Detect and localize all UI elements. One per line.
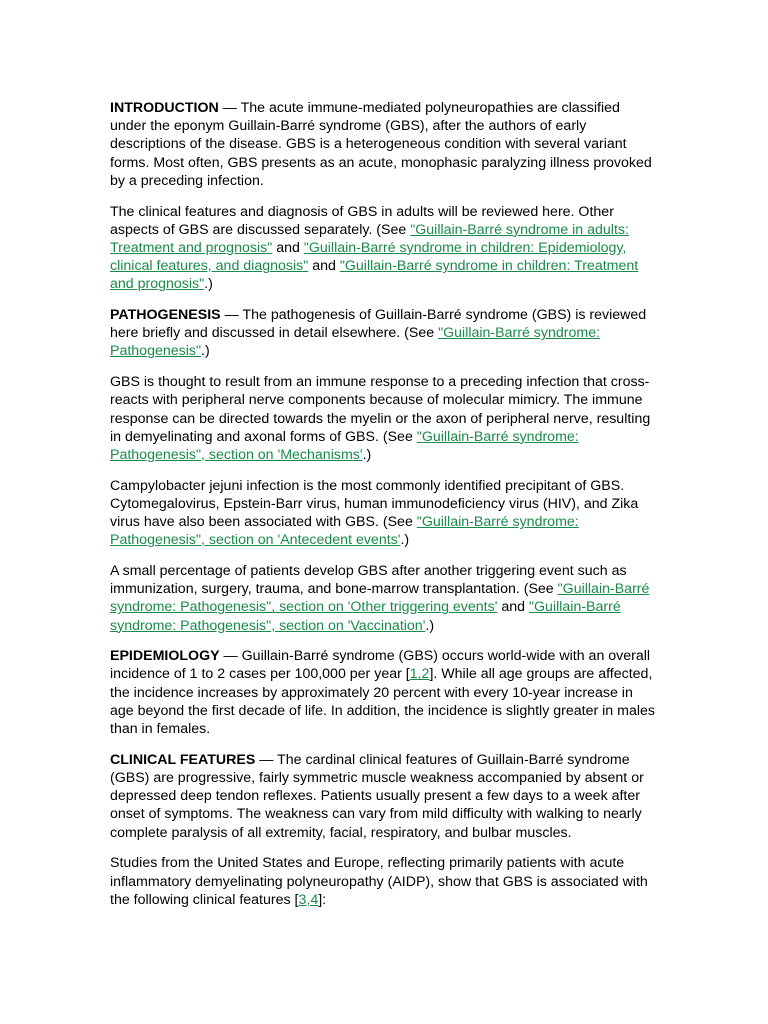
body-text: .) (400, 532, 410, 549)
body-text: GBS is thought to result from an immune response to a preceding infection that cross-reacts with peripheral nerve components because of molecular mimicry. The immune response can be directed towards the myelin or the axon of peripheral nerve, resulting in demyelinating and axonal forms of GBS. (See (110, 374, 651, 445)
paragraph (110, 647, 658, 738)
paragraph (110, 751, 658, 842)
paragraph (110, 477, 658, 550)
body-text: and (272, 239, 304, 256)
body-text: and (308, 258, 340, 275)
body-text: and (497, 599, 529, 616)
section-heading: EPIDEMIOLOGY (110, 648, 220, 665)
body-text: The clinical features and diagnosis of GBS in adults will be reviewed here. Other aspects of GBS are discussed separately. (See (110, 203, 614, 238)
reference-link[interactable]: "Guillain-Barré syndrome: Pathogenesis", section on 'Mechanisms' (110, 428, 579, 463)
reference-link[interactable]: 1,2 (409, 666, 430, 683)
body-text: .) (425, 617, 435, 634)
reference-link[interactable]: "Guillain-Barré syndrome in children: Epidemiology, clinical features, and diagnosis" (110, 239, 627, 275)
body-text: — The cardinal clinical features of Guillain-Barré syndrome (GBS) are progressive, fairly symmetric muscle weakness accompanied by absent or depressed deep tendon reflexes. Patients usually present a few days to a week after onset of symptoms. The weakness can vary from mild difficulty with walking to nearly complete paralysis of all extremity, facial, respiratory, and bulbar muscles. (110, 751, 644, 841)
body-text: .) (362, 446, 372, 463)
paragraph (110, 306, 658, 361)
paragraph (110, 99, 658, 190)
body-text: — Guillain-Barré syndrome (GBS) occurs world-wide with an overall incidence of 1 to 2 cases per 100,000 per year [ (110, 648, 651, 683)
reference-link[interactable]: "Guillain-Barré syndrome in adults: Treatment and prognosis" (110, 221, 629, 256)
body-text: Campylobacter jejuni infection is the most commonly identified precipitant of GBS. Cytomegalovirus, Epstein-Barr virus, human immunodeficiency virus (HIV), and Zika virus have also been associated with GBS. (See (110, 477, 639, 531)
body-text: — The acute immune-mediated polyneuropathies are classified under the eponym Guillain-Barré syndrome (GBS), after the authors of early descriptions of the disease. GBS is a heterogeneous condition with several variant forms. Most often, GBS presents as an acute, monophasic paralyzing illness provoked by a preceding infection. (110, 100, 652, 189)
body-text: — The pathogenesis of Guillain-Barré syndrome (GBS) is reviewed here briefly and discussed in detail elsewhere. (See (110, 307, 647, 342)
body-text: ]. While all age groups are affected, the incidence increases by approximately 20 percent with every 10-year increase in age beyond the first decade of life. In addition, the incidence is slightly greater in males than in females. (110, 666, 655, 738)
section-heading: PATHOGENESIS (110, 307, 221, 324)
paragraph (110, 203, 658, 294)
paragraph (110, 373, 658, 464)
section-heading: CLINICAL FEATURES (110, 751, 256, 768)
body-text: .) (201, 343, 210, 360)
section-heading: INTRODUCTION (110, 100, 219, 116)
article-body (110, 99, 658, 921)
paragraph (110, 854, 658, 909)
reference-link[interactable]: "Guillain-Barré syndrome: Pathogenesis", section on 'Other triggering events' (110, 581, 650, 616)
reference-link[interactable]: 3,4 (298, 891, 319, 908)
body-text: A small percentage of patients develop GBS after another triggering event such as immunization, surgery, trauma, and bone-marrow transplantation. (See (110, 562, 627, 598)
body-text: ]: (318, 891, 327, 908)
reference-link[interactable]: "Guillain-Barré syndrome: Pathogenesis" (110, 325, 601, 360)
body-text: Studies from the United States and Europe, reflecting primarily patients with acute inflammatory demyelinating polyneuropathy (AIDP), show that GBS is associated with the following clinical features [ (110, 855, 648, 908)
reference-link[interactable]: "Guillain-Barré syndrome: Pathogenesis", section on 'Vaccination' (110, 599, 621, 634)
paragraph (110, 562, 658, 635)
reference-link[interactable]: "Guillain-Barré syndrome in children: Treatment and prognosis" (110, 258, 639, 293)
body-text: .) (204, 276, 213, 293)
reference-link[interactable]: "Guillain-Barré syndrome: Pathogenesis", section on 'Antecedent events' (110, 514, 579, 549)
